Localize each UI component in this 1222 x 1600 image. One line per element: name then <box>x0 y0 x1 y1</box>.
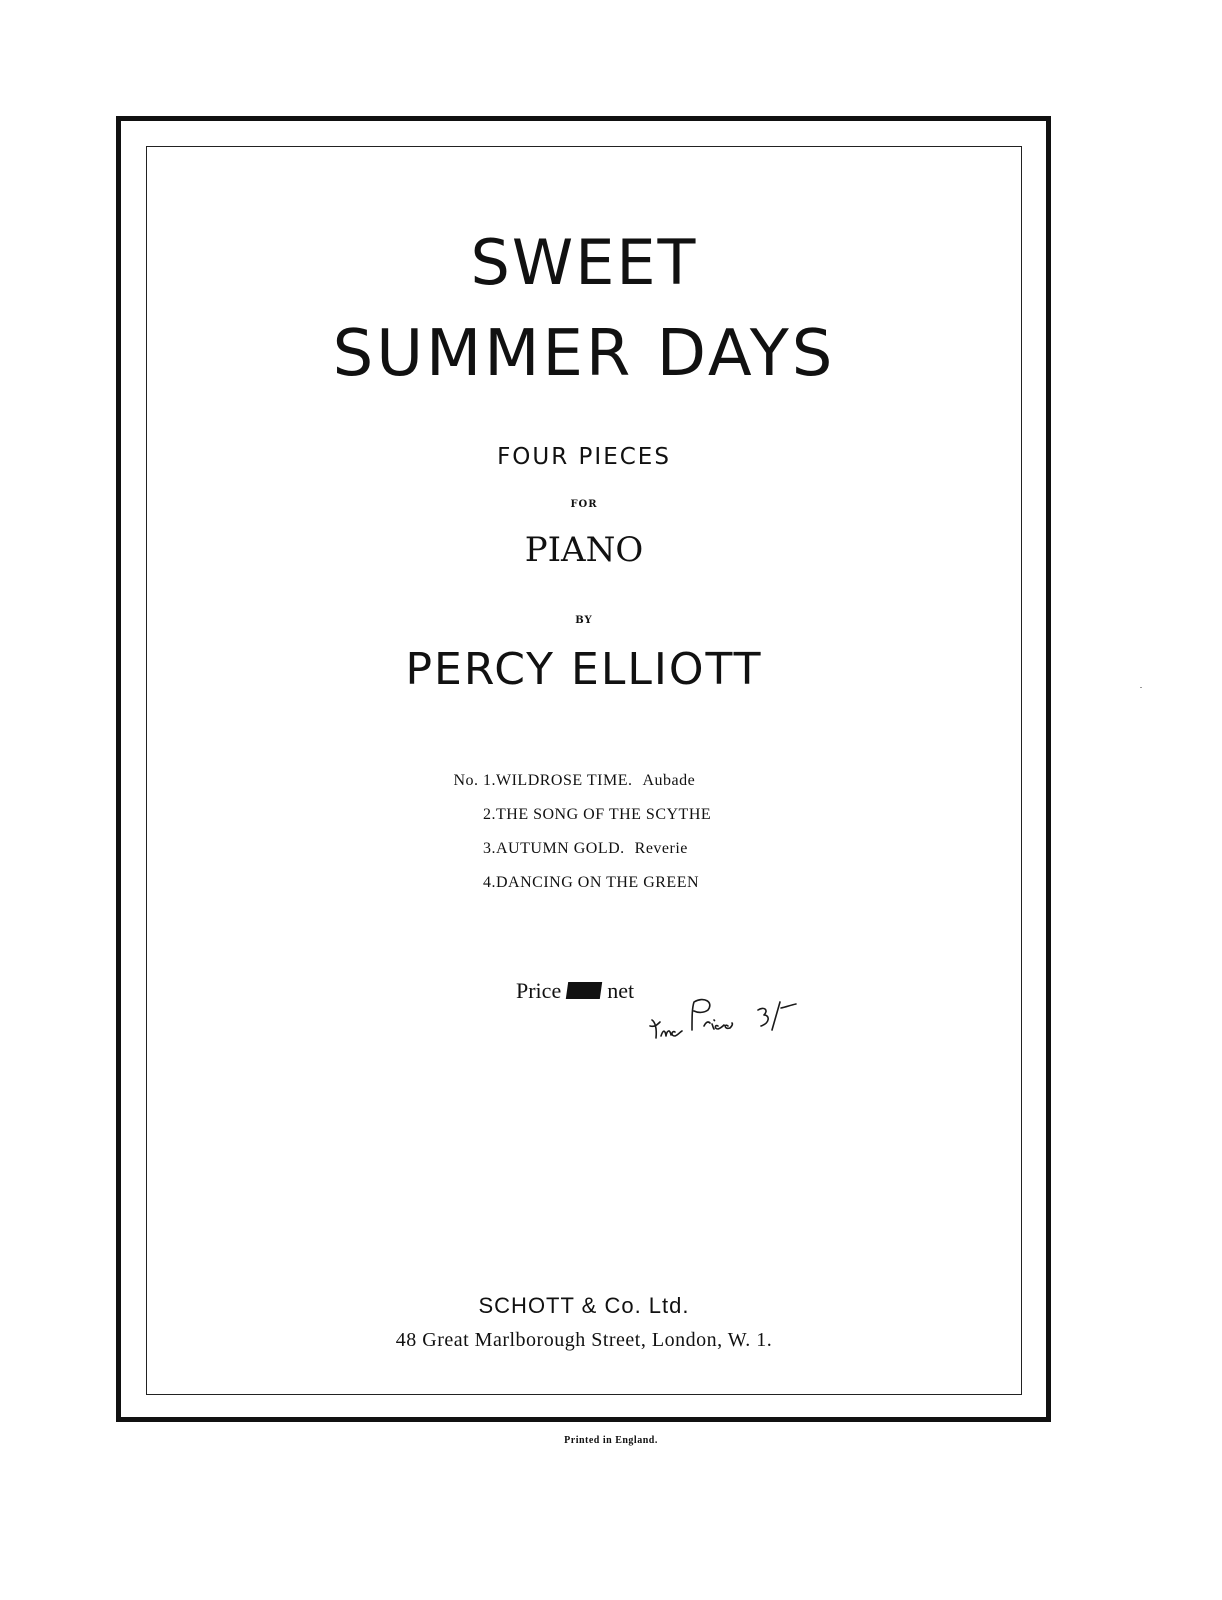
piece-number: 2. <box>483 806 496 823</box>
piece-title-wrap <box>496 874 699 892</box>
piece-title: DANCING ON THE GREEN <box>496 874 700 891</box>
list-item <box>436 840 856 874</box>
piece-title: THE SONG OF THE SCYTHE <box>496 806 712 823</box>
subtitle: FOUR PIECES <box>497 444 671 470</box>
price-suffix: net <box>607 978 635 1003</box>
piece-title-wrap <box>496 772 695 790</box>
for-label: FOR <box>570 499 598 510</box>
contents-list <box>436 772 856 908</box>
piece-title: WILDROSE TIME. <box>496 772 633 789</box>
list-item <box>436 772 856 806</box>
composer-name: PERCY ELLIOTT <box>405 644 763 695</box>
price-line <box>516 978 634 1004</box>
printed-in-note: Printed in England. <box>564 1435 658 1446</box>
piece-title-wrap <box>496 806 711 824</box>
piece-number: 4. <box>483 874 496 891</box>
by-label: BY <box>575 615 593 626</box>
piece-subtitle: Aubade <box>642 772 696 789</box>
publisher-name: SCHOTT & Co. Ltd. <box>478 1293 690 1318</box>
price-redaction-mark <box>566 982 602 999</box>
piece-number: No. 1. <box>453 772 496 789</box>
piece-subtitle: Reverie <box>634 840 688 857</box>
piece-title-wrap <box>496 840 688 858</box>
piece-title: AUTUMN GOLD. <box>496 840 625 857</box>
publisher-address: 48 Great Marlborough Street, London, W. 1. <box>395 1329 773 1351</box>
instrument: PIANO <box>524 530 644 570</box>
handwritten-price-note <box>648 996 808 1048</box>
title-line-2: SUMMER DAYS <box>332 317 836 391</box>
list-item <box>436 806 856 840</box>
title-line-1: SWEET <box>470 226 698 299</box>
list-item <box>436 874 856 908</box>
scan-speck <box>1140 687 1142 688</box>
piece-number: 3. <box>483 840 496 857</box>
price-label: Price <box>516 978 562 1003</box>
